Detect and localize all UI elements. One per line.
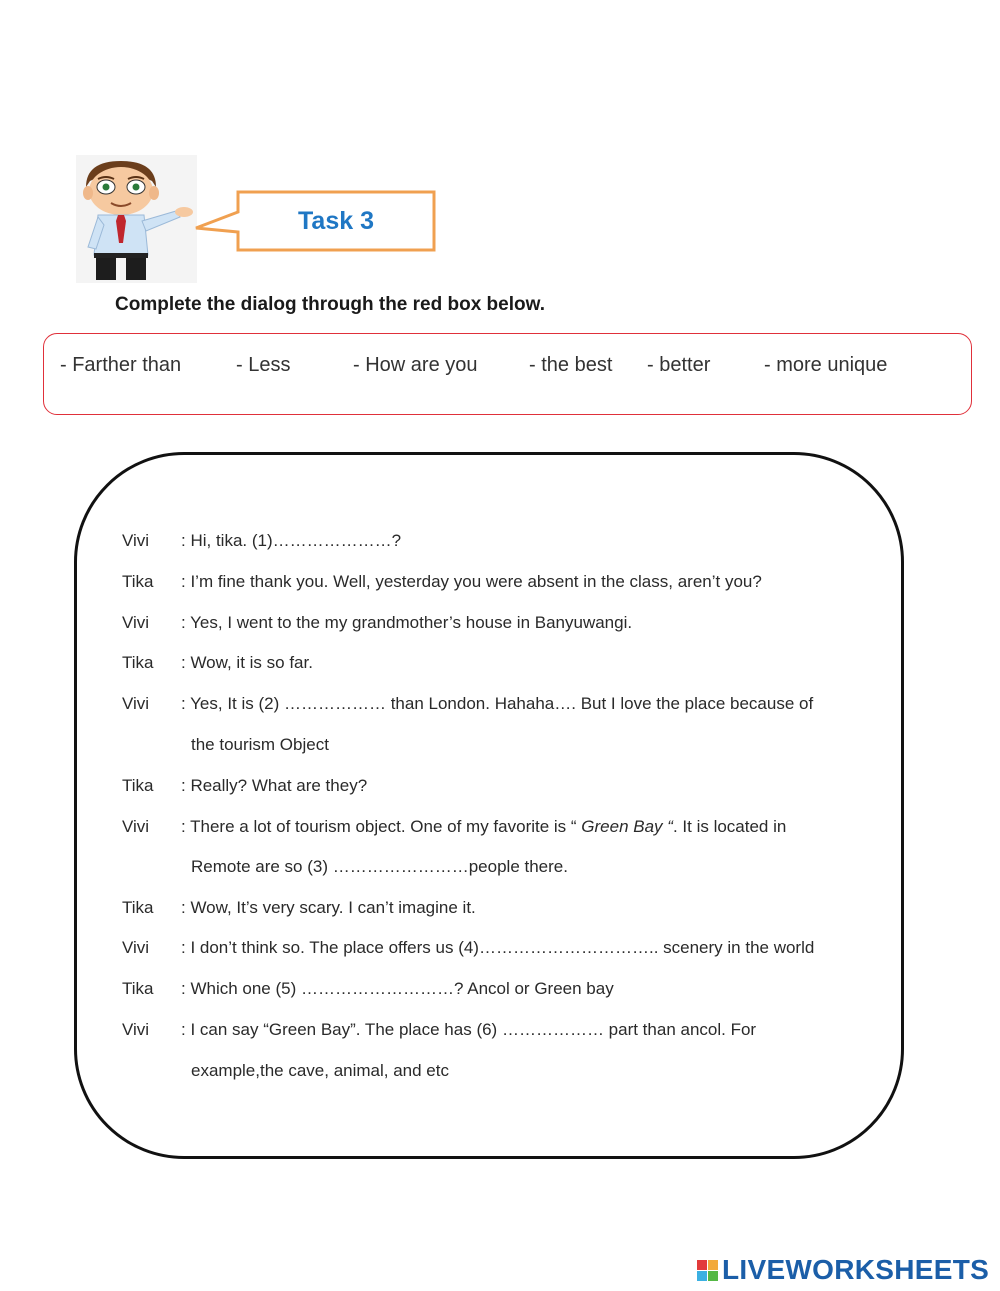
- utterance: : Wow, It’s very scary. I can’t imagine it.: [181, 898, 476, 917]
- word-bank-item: - the best: [529, 354, 613, 376]
- speaker-name: Vivi: [122, 613, 150, 632]
- speaker-name: Tika: [122, 979, 154, 998]
- speaker-name: Tika: [122, 776, 154, 795]
- utterance: : Yes, It is (2) ……………… than London. Hahaha…. But I love the place because of: [181, 694, 814, 713]
- utterance: [181, 817, 786, 837]
- utterance-continuation: the tourism Object: [191, 735, 329, 754]
- utterance: : Yes, I went to the my grandmother’s house in Banyuwangi.: [181, 613, 633, 632]
- speaker-name: Vivi: [122, 938, 150, 957]
- utterance: : I can say “Green Bay”. The place has (6) ……………… part than ancol. For: [181, 1020, 757, 1039]
- word-bank-item: - Less: [236, 354, 291, 376]
- logo-badge-icon: [697, 1260, 718, 1281]
- liveworksheets-logo: [697, 1252, 989, 1288]
- utterance: : Hi, tika. (1)…………………?: [181, 531, 402, 550]
- word-bank-item: - How are you: [353, 354, 478, 376]
- teacher-illustration: [76, 155, 197, 283]
- utterance-part: . It is located in: [672, 817, 787, 836]
- utterance: : Which one (5) ………………………? Ancol or Green bay: [181, 979, 614, 998]
- speaker-name: Vivi: [122, 817, 150, 836]
- speaker-name: Vivi: [122, 694, 150, 713]
- word-bank-item: - more unique: [764, 354, 888, 376]
- task-title: Task 3: [298, 206, 374, 235]
- utterance: : I don’t think so. The place offers us (4)………………………….. scenery in the world: [181, 938, 815, 957]
- utterance-continuation: Remote are so (3) ……………………people there.: [191, 857, 568, 876]
- instruction-text: Complete the dialog through the red box below.: [115, 294, 545, 315]
- utterance: : I’m fine thank you. Well, yesterday you were absent in the class, aren’t you?: [181, 572, 762, 591]
- utterance-continuation: example,the cave, animal, and etc: [191, 1061, 449, 1080]
- speaker-name: Tika: [122, 653, 154, 672]
- word-bank-box: [43, 333, 972, 415]
- place-name-italic: Green Bay “: [581, 817, 673, 836]
- dialog-box: [74, 452, 904, 1159]
- utterance: : Wow, it is so far.: [181, 653, 313, 672]
- speaker-name: Vivi: [122, 1020, 150, 1039]
- utterance-part: : There a lot of tourism object. One of my favorite is “: [181, 817, 582, 836]
- word-bank-item: - Farther than: [60, 354, 182, 376]
- logo-wordmark: LIVEWORKSHEETS: [722, 1254, 990, 1285]
- speaker-name: Tika: [122, 572, 154, 591]
- speaker-name: Tika: [122, 898, 154, 917]
- speaker-name: Vivi: [122, 531, 150, 550]
- utterance: : Really? What are they?: [181, 776, 368, 795]
- word-bank-item: - better: [647, 354, 711, 376]
